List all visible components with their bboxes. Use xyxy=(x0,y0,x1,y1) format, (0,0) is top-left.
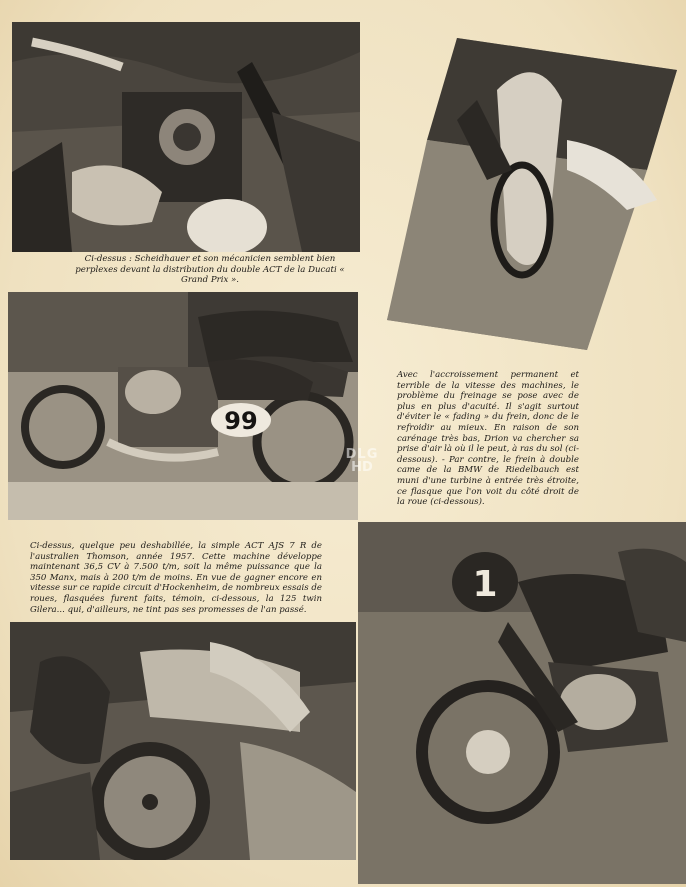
watermark-logo xyxy=(334,447,390,499)
bmw-race-number: 1 xyxy=(472,564,498,605)
photo-drion-motorcycle xyxy=(387,30,677,350)
photo-ajs-7r xyxy=(8,292,358,520)
watermark-line1: DLG xyxy=(345,447,379,462)
photo-gilera-wheel xyxy=(10,622,356,860)
caption-ajs: Ci-dessus, quelque peu deshabillée, la simple ACT AJS 7 R de l'australien Thomson, année 1957. Cette machine développe maintenant 36,5 CV à 7.500 t/m, soit la même puissance que la 350 Manx, mais à 200 t/m de moins. En vue de gagner encore en vitesse sur ce rapide circuit d'Hockenheim, de nombreux essais de roues, flasquées furent faits, témoin, ci-dessous, la 125 twin Gilera... qui, d'ailleurs, ne tint pas ses promesses de l'an passé. xyxy=(30,541,322,615)
ajs-race-number: 99 xyxy=(224,407,258,435)
photo-ducati-engine xyxy=(12,22,360,252)
watermark-line2: HD xyxy=(351,460,373,475)
photo-bmw-riedelbauch xyxy=(358,522,686,884)
caption-ducati: Ci-dessus : Scheidhauer et son mécanicien semblent bien perplexes devant la distribution du double ACT de la Ducati « Grand Prix ». xyxy=(75,254,345,286)
caption-brakes: Avec l'accroissement permanent et terrible de la vitesse des machines, le problème du freinage se pose avec de plus en plus d'acuité. Il s'agit surtout d'éviter le « fading » du frein, donc de le refroidir au mieux. En raison de son carénage très bas, Drion va chercher sa prise d'air là où il le peut, à ras du sol (ci-dessous). - Par contre, le frein à double came de la BMW de Riedelbauch est muni d'une turbine à entrée très étroite, ce flasque que l'on voit du côté droit de la roue (ci-dessous). xyxy=(397,370,579,508)
